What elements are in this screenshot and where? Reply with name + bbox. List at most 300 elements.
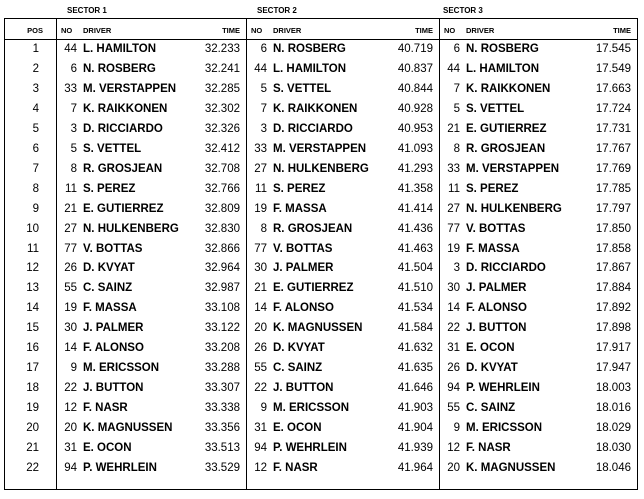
driver-number: 55 (447, 402, 460, 415)
position-cell (5, 220, 56, 240)
driver-number: 7 (260, 102, 267, 115)
table-row (440, 259, 637, 279)
table-row (440, 379, 637, 399)
driver-name: K. MAGNUSSEN (83, 422, 173, 435)
sector-time: 41.436 (397, 222, 433, 235)
sector-time: 33.356 (204, 422, 240, 435)
table-row (57, 200, 246, 220)
position-cell (5, 259, 56, 279)
sector-time: 17.892 (595, 302, 631, 315)
driver-name: F. ALONSO (273, 302, 334, 315)
sector-time: 17.797 (595, 202, 631, 215)
sector-time: 33.529 (204, 461, 240, 474)
table-row (57, 80, 246, 100)
position-value: 19 (26, 402, 39, 415)
driver-name: N. HULKENBERG (466, 202, 562, 215)
driver-number: 6 (70, 62, 77, 75)
driver-name: N. ROSBERG (466, 43, 539, 55)
driver-name: F. NASR (273, 461, 318, 474)
table-row (440, 40, 637, 60)
driver-number: 22 (447, 322, 460, 335)
driver-number: 14 (64, 342, 77, 355)
sector-time: 32.964 (204, 262, 240, 275)
position-value: 17 (26, 362, 39, 375)
driver-number: 12 (64, 402, 77, 415)
position-cell (5, 439, 56, 459)
table-row (247, 399, 439, 419)
driver-number: 26 (447, 362, 460, 375)
table-row (247, 299, 439, 319)
position-value: 4 (32, 102, 39, 115)
sector-time: 18.030 (595, 442, 631, 454)
driver-number: 7 (70, 102, 77, 115)
position-value: 9 (32, 202, 39, 215)
sector-time: 17.858 (595, 242, 631, 255)
pos-header: POS (27, 26, 43, 35)
driver-name: N. ROSBERG (83, 62, 156, 75)
driver-number: 33 (447, 162, 460, 175)
driver-name: K. RAIKKONEN (466, 82, 551, 95)
sector-time: 17.767 (595, 142, 631, 155)
table-row (57, 180, 246, 200)
position-cell (5, 100, 56, 120)
driver-name: S. PEREZ (273, 182, 326, 195)
table-row (57, 439, 246, 459)
driver-name: F. ALONSO (83, 342, 144, 355)
driver-name: V. BOTTAS (83, 242, 143, 255)
sector-time: 32.866 (204, 242, 240, 255)
driver-name: C. SAINZ (466, 402, 516, 415)
table-row (247, 359, 439, 379)
driver-number: 3 (70, 122, 77, 135)
sector-time: 17.947 (595, 362, 631, 375)
sector-time: 41.358 (397, 182, 433, 195)
driver-number: 9 (453, 422, 460, 435)
table-row (440, 459, 637, 479)
table-row (247, 140, 439, 160)
driver-name: M. VERSTAPPEN (83, 82, 177, 95)
driver-name: D. RICCIARDO (273, 122, 353, 135)
driver-number: 77 (254, 242, 267, 255)
table-row (247, 419, 439, 439)
column-header-row (440, 19, 637, 40)
position-cell (5, 60, 56, 80)
sector-time: 41.939 (397, 442, 433, 454)
driver-name: C. SAINZ (273, 362, 323, 375)
table-row (440, 120, 637, 140)
table-row (247, 200, 439, 220)
sector-time: 32.412 (204, 142, 240, 155)
driver-number: 26 (254, 342, 267, 355)
driver-number: 8 (260, 222, 267, 235)
driver-number: 44 (254, 62, 267, 75)
sector-time: 33.513 (204, 442, 240, 454)
time-header: TIME (415, 26, 433, 35)
sector-time: 33.208 (204, 342, 240, 355)
driver-number: 3 (260, 122, 267, 135)
table-row (57, 160, 246, 180)
sector-time: 41.093 (397, 142, 433, 155)
table-row (57, 279, 246, 299)
table-row (440, 60, 637, 80)
position-cell (5, 120, 56, 140)
driver-number: 55 (64, 282, 77, 295)
table-row (440, 339, 637, 359)
driver-name: C. SAINZ (83, 282, 133, 295)
position-value: 22 (26, 461, 39, 474)
table-row (440, 279, 637, 299)
sector-time: 18.046 (595, 461, 631, 474)
driver-number: 31 (64, 442, 77, 454)
sector-time: 41.635 (397, 362, 433, 375)
driver-number: 22 (64, 382, 77, 395)
sector-time: 41.293 (397, 162, 433, 175)
driver-number: 5 (453, 102, 460, 115)
sector-time: 41.646 (397, 382, 433, 395)
table-row (57, 220, 246, 240)
sector-time: 41.904 (397, 422, 433, 435)
position-cell (5, 319, 56, 339)
driver-name: D. KVYAT (466, 362, 518, 375)
position-value: 11 (27, 242, 39, 255)
driver-name: F. NASR (466, 442, 511, 454)
position-value: 8 (32, 182, 39, 195)
driver-number: 77 (447, 222, 460, 235)
driver-number: 77 (64, 242, 77, 255)
table-row (440, 160, 637, 180)
position-cell (5, 399, 56, 419)
sector-time: 41.903 (397, 402, 433, 415)
position-value: 7 (32, 162, 39, 175)
table-row (57, 240, 246, 260)
driver-name: E. GUTIERREZ (466, 122, 547, 135)
table-row (247, 339, 439, 359)
sector-time: 32.708 (204, 162, 240, 175)
position-value: 12 (26, 262, 39, 275)
driver-name: S. VETTEL (273, 82, 332, 95)
position-column (5, 19, 57, 489)
sector-time: 40.953 (397, 122, 433, 135)
sector-time: 41.463 (397, 242, 433, 255)
driver-name: V. BOTTAS (466, 222, 526, 235)
driver-number: 30 (64, 322, 77, 335)
driver-name: E. OCON (273, 422, 322, 435)
sector-time: 33.288 (204, 362, 240, 375)
position-value: 14 (26, 302, 39, 315)
sector-time: 41.584 (397, 322, 433, 335)
table-row (440, 200, 637, 220)
sector-time: 17.898 (595, 322, 631, 335)
driver-number: 94 (447, 382, 460, 395)
sector-time: 41.510 (397, 282, 433, 295)
table-row (440, 359, 637, 379)
driver-header: DRIVER (83, 26, 112, 35)
time-header: TIME (222, 26, 240, 35)
driver-name: K. MAGNUSSEN (466, 461, 556, 474)
sector-time: 41.632 (397, 342, 433, 355)
driver-name: N. HULKENBERG (273, 162, 369, 175)
driver-number: 9 (70, 362, 77, 375)
table-row (57, 379, 246, 399)
driver-number: 11 (65, 182, 77, 195)
sector-time: 33.122 (204, 322, 240, 335)
table-row (440, 399, 637, 419)
driver-number: 27 (447, 202, 460, 215)
sector-time: 33.108 (204, 302, 240, 315)
sector-times-table (4, 18, 638, 490)
sector-time: 18.003 (595, 382, 631, 395)
driver-name: P. WEHRLEIN (466, 382, 540, 395)
driver-name: F. MASSA (83, 302, 137, 315)
sector-time: 17.769 (595, 162, 631, 175)
driver-number: 94 (254, 442, 267, 454)
position-value: 15 (26, 322, 39, 335)
sector-time: 17.549 (595, 62, 631, 75)
sector-2-column (247, 19, 440, 489)
table-row (247, 100, 439, 120)
driver-number: 5 (260, 82, 267, 95)
driver-name: J. BUTTON (466, 322, 527, 335)
driver-number: 94 (64, 461, 77, 474)
table-row (57, 359, 246, 379)
sector-time: 41.414 (397, 202, 433, 215)
driver-name: M. ERICSSON (466, 422, 543, 435)
table-row (57, 60, 246, 80)
sector-time: 17.545 (595, 43, 631, 55)
sector-1-column (57, 19, 247, 489)
table-row (440, 140, 637, 160)
driver-name: E. OCON (83, 442, 132, 454)
driver-number: 55 (254, 362, 267, 375)
table-row (440, 299, 637, 319)
driver-header: DRIVER (466, 26, 495, 35)
sector-time: 17.867 (595, 262, 631, 275)
driver-number: 3 (453, 262, 460, 275)
sector-time: 41.964 (397, 461, 433, 474)
driver-name: L. HAMILTON (466, 62, 540, 75)
table-row (247, 319, 439, 339)
driver-name: R. GROSJEAN (273, 222, 353, 235)
position-cell (5, 240, 56, 260)
driver-name: M. VERSTAPPEN (466, 162, 560, 175)
driver-number: 20 (447, 461, 460, 474)
position-value: 21 (26, 442, 39, 454)
position-value: 6 (32, 142, 39, 155)
driver-name: L. HAMILTON (83, 43, 157, 55)
driver-number: 19 (254, 202, 267, 215)
driver-number: 14 (254, 302, 267, 315)
position-value: 20 (26, 422, 39, 435)
table-row (247, 439, 439, 459)
position-cell (5, 80, 56, 100)
table-row (57, 419, 246, 439)
sector-time: 32.326 (204, 122, 240, 135)
position-cell (5, 299, 56, 319)
no-header: NO (251, 26, 263, 35)
sector-3-column (440, 19, 637, 489)
driver-name: K. RAIKKONEN (83, 102, 168, 115)
driver-name: M. VERSTAPPEN (273, 142, 367, 155)
driver-number: 31 (447, 342, 460, 355)
sector-3-title: SECTOR 3 (443, 6, 483, 15)
driver-name: J. PALMER (273, 262, 334, 275)
driver-name: R. GROSJEAN (466, 142, 546, 155)
table-row (57, 120, 246, 140)
table-row (440, 180, 637, 200)
sector-time: 17.663 (595, 82, 631, 95)
driver-name: M. ERICSSON (83, 362, 160, 375)
position-cell (5, 40, 56, 60)
driver-number: 6 (260, 43, 267, 55)
position-cell (5, 180, 56, 200)
table-row (57, 299, 246, 319)
time-header: TIME (613, 26, 631, 35)
table-row (440, 240, 637, 260)
position-cell (5, 379, 56, 399)
table-row (57, 40, 246, 60)
sector-2-title: SECTOR 2 (257, 6, 297, 15)
sector-time: 32.241 (204, 62, 240, 75)
sector-time: 17.850 (595, 222, 631, 235)
driver-number: 11 (448, 182, 460, 195)
driver-number: 27 (254, 162, 267, 175)
position-cell (5, 419, 56, 439)
table-row (57, 399, 246, 419)
position-value: 18 (26, 382, 39, 395)
sector-time: 32.809 (204, 202, 240, 215)
driver-name: S. PEREZ (466, 182, 519, 195)
driver-name: J. BUTTON (83, 382, 144, 395)
driver-number: 19 (64, 302, 77, 315)
position-value: 5 (32, 122, 39, 135)
table-row (440, 319, 637, 339)
driver-name: R. GROSJEAN (83, 162, 163, 175)
driver-name: V. BOTTAS (273, 242, 333, 255)
sector-time: 40.844 (397, 82, 433, 95)
driver-name: D. RICCIARDO (83, 122, 163, 135)
table-row (247, 40, 439, 60)
driver-number: 20 (64, 422, 77, 435)
table-row (440, 419, 637, 439)
sector-time: 17.785 (595, 182, 631, 195)
driver-number: 44 (64, 43, 77, 55)
driver-name: J. PALMER (466, 282, 527, 295)
driver-name: D. RICCIARDO (466, 262, 546, 275)
position-cell (5, 200, 56, 220)
table-row (247, 279, 439, 299)
table-row (57, 259, 246, 279)
table-row (247, 459, 439, 479)
position-cell (5, 279, 56, 299)
position-cell (5, 359, 56, 379)
driver-name: F. ALONSO (466, 302, 527, 315)
driver-name: P. WEHRLEIN (273, 442, 347, 454)
driver-name: K. MAGNUSSEN (273, 322, 363, 335)
table-row (247, 259, 439, 279)
position-cell (5, 160, 56, 180)
driver-number: 8 (453, 142, 460, 155)
position-cell (5, 459, 56, 479)
sector-time: 18.016 (595, 402, 631, 415)
driver-number: 12 (447, 442, 460, 454)
driver-number: 19 (447, 242, 460, 255)
driver-name: S. VETTEL (466, 102, 525, 115)
driver-number: 33 (254, 142, 267, 155)
position-value: 16 (26, 342, 39, 355)
sector-time: 32.987 (204, 282, 240, 295)
driver-name: E. GUTIERREZ (83, 202, 164, 215)
table-row (57, 459, 246, 479)
driver-name: F. MASSA (273, 202, 327, 215)
sector-time: 17.724 (595, 102, 631, 115)
driver-name: S. PEREZ (83, 182, 136, 195)
table-row (440, 220, 637, 240)
position-value: 10 (26, 222, 39, 235)
driver-number: 9 (260, 402, 267, 415)
driver-number: 31 (254, 422, 267, 435)
driver-number: 30 (254, 262, 267, 275)
table-row (440, 80, 637, 100)
driver-number: 33 (64, 82, 77, 95)
driver-name: E. GUTIERREZ (273, 282, 354, 295)
driver-number: 44 (447, 62, 460, 75)
driver-name: D. KVYAT (83, 262, 135, 275)
table-row (247, 240, 439, 260)
driver-name: N. ROSBERG (273, 43, 346, 55)
sector-time: 40.928 (397, 102, 433, 115)
driver-number: 26 (64, 262, 77, 275)
driver-number: 21 (254, 282, 267, 295)
column-header-row (247, 19, 439, 40)
driver-number: 30 (447, 282, 460, 295)
sector-time: 17.884 (595, 282, 631, 295)
table-row (57, 319, 246, 339)
sector-time: 33.338 (204, 402, 240, 415)
driver-number: 21 (447, 122, 460, 135)
table-row (247, 160, 439, 180)
table-row (57, 100, 246, 120)
driver-number: 14 (447, 302, 460, 315)
driver-header: DRIVER (273, 26, 302, 35)
driver-name: F. MASSA (466, 242, 520, 255)
sector-time: 32.285 (204, 82, 240, 95)
table-row (247, 120, 439, 140)
table-row (247, 80, 439, 100)
table-row (247, 60, 439, 80)
sector-time: 40.837 (397, 62, 433, 75)
position-cell (5, 339, 56, 359)
driver-number: 21 (64, 202, 77, 215)
driver-number: 27 (64, 222, 77, 235)
table-row (247, 379, 439, 399)
column-header-row (57, 19, 246, 40)
sector-time: 32.766 (204, 182, 240, 195)
driver-name: F. NASR (83, 402, 128, 415)
table-row (247, 180, 439, 200)
driver-name: N. HULKENBERG (83, 222, 179, 235)
driver-name: S. VETTEL (83, 142, 142, 155)
driver-number: 12 (254, 461, 267, 474)
sector-time: 32.302 (204, 102, 240, 115)
table-row (57, 140, 246, 160)
driver-name: K. RAIKKONEN (273, 102, 358, 115)
table-row (247, 220, 439, 240)
sector-time: 32.233 (204, 43, 240, 55)
driver-name: L. HAMILTON (273, 62, 347, 75)
position-cell (5, 140, 56, 160)
no-header: NO (444, 26, 456, 35)
sector-time: 41.504 (397, 262, 433, 275)
